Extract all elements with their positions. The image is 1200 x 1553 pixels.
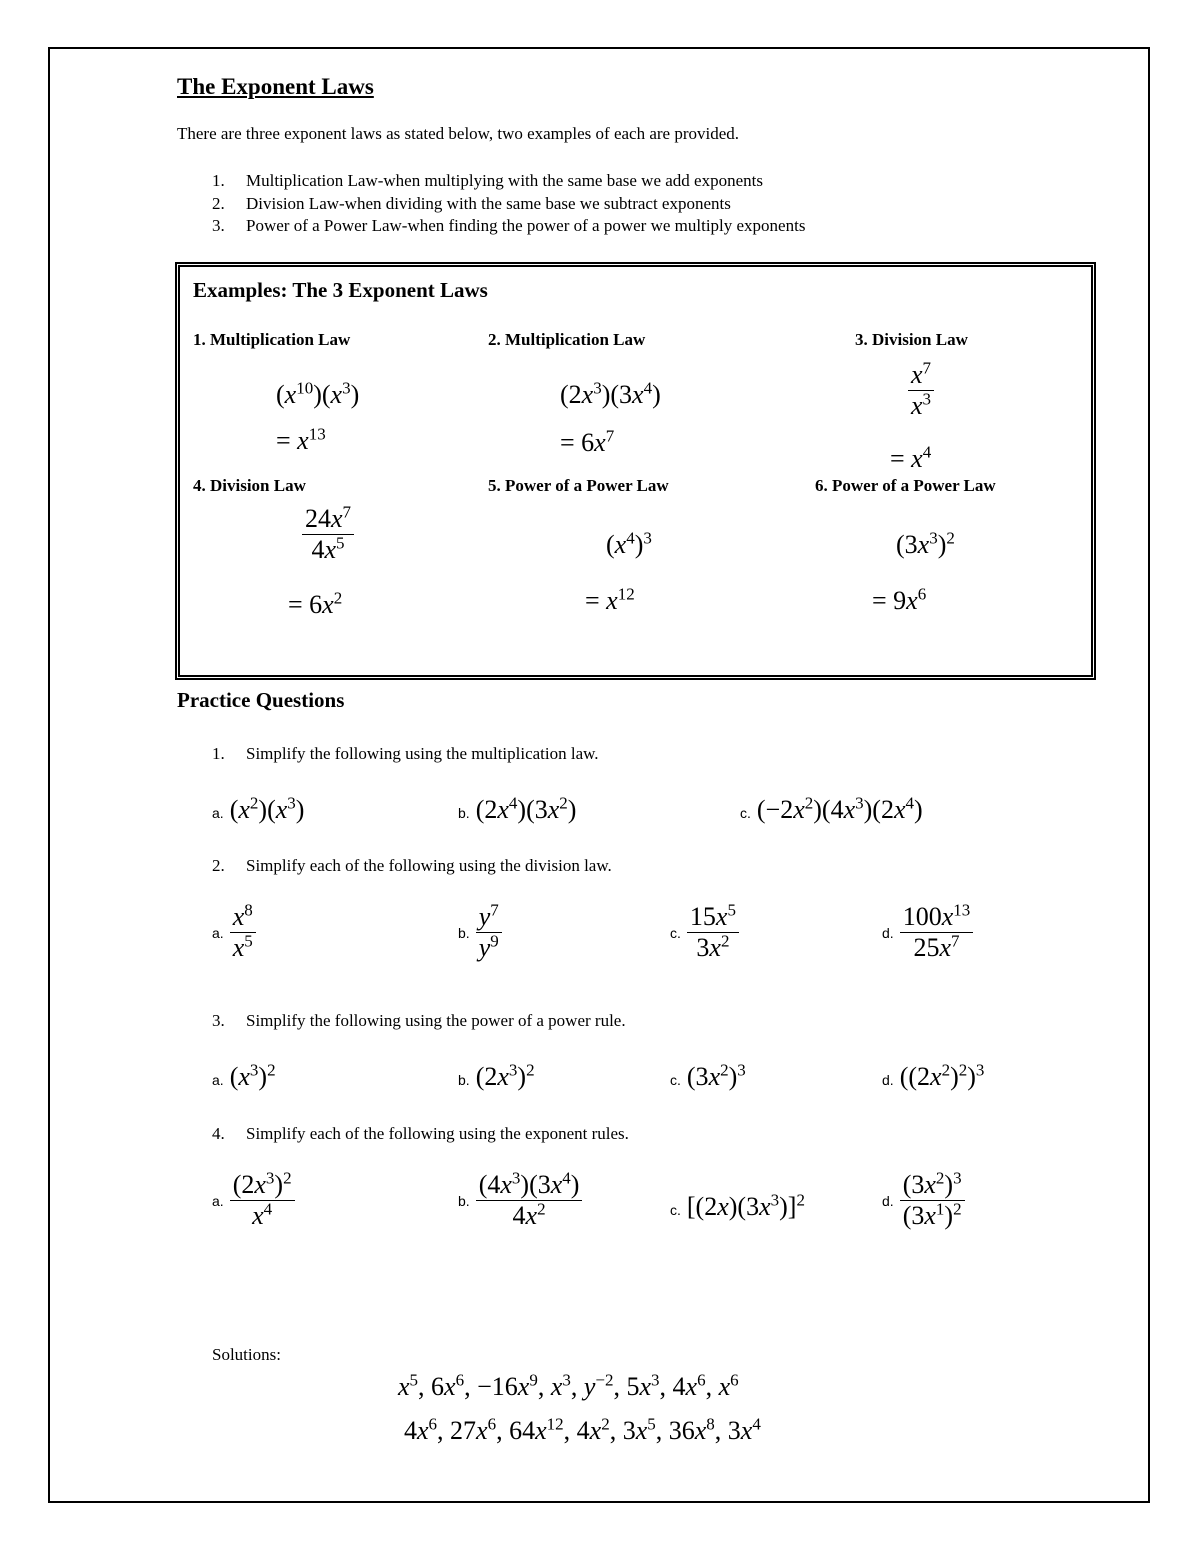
question-item: d. $\frac{100x^{13}}{25x^7}$ [882,902,973,963]
example-expression: $\frac{x^7}{x^3}$ [908,360,934,421]
question-item: c. $[(2x)(3x^3)]^2$ [670,1190,805,1221]
question-item: c. $(-2x^2)(4x^3)(2x^4)$ [740,793,923,824]
example-expression: $\frac{24x^7}{4x^5}$ [302,504,354,565]
question-item: d. $\frac{(3x^2)^3}{(3x^1)^2}$ [882,1170,965,1231]
example-heading: 1. Multiplication Law [193,330,351,349]
example-result: = $6x^7$ [560,426,615,457]
example-result: = $x^{13}$ [276,424,326,455]
law-item: 3. Power of a Power Law-when finding the power of a power we multiply exponents [212,216,806,235]
example-heading: 6. Power of a Power Law [815,476,996,495]
question-item: b. $\frac{(4x^3)(3x^4)}{4x^2}$ [458,1170,582,1231]
example-result: = $x^4$ [890,442,932,473]
intro-text: There are three exponent laws as stated below, two examples of each are provided. [177,124,740,143]
solutions-label: Solutions: [212,1345,281,1364]
solutions-line: $4x^6$, $27x^6$, $64x^{12}$, $4x^2$, $3x^5$, $36x^8$, $3x^4$ [404,1414,761,1445]
question-text: 2. Simplify each of the following using the division law. [212,856,612,875]
example-expression: $(3x^3)^2$ [896,528,955,559]
question-text: 3. Simplify the following using the power of a power rule. [212,1011,626,1030]
example-expression: $(x^4)^3$ [606,528,652,559]
law-item: 2. Division Law-when dividing with the same base we subtract exponents [212,193,731,213]
question-item: b. $(2x^4)(3x^2)$ [458,793,577,824]
example-result: = $9x^6$ [872,584,927,615]
laws-list [212,170,805,238]
example-heading: 5. Power of a Power Law [488,476,669,495]
example-result: = $x^{12}$ [585,584,635,615]
question-item: a. $(x^3)^2$ [212,1060,276,1091]
question-item: a. $\frac{(2x^3)^2}{x^4}$ [212,1170,295,1231]
question-text: 4. Simplify each of the following using the exponent rules. [212,1124,629,1143]
question-item: c. $(3x^2)^3$ [670,1060,746,1091]
example-result: = $6x^2$ [288,588,343,619]
question-item: b. $(2x^3)^2$ [458,1060,535,1091]
example-heading: 4. Division Law [193,476,306,495]
question-item: a. $(x^2)(x^3)$ [212,793,305,824]
question-item: a. $\frac{x^8}{x^5}$ [212,902,256,963]
question-item: d. $((2x^2)^2)^3$ [882,1060,985,1091]
example-expression: $(x^{10})(x^3)$ [276,378,360,409]
solutions-line: $x^5$, $6x^6$, $-16x^9$, $x^3$, $y^{-2}$, $5x^3$, $4x^6$, $x^6$ [398,1370,739,1401]
question-item: b. $\frac{y^7}{y^9}$ [458,902,502,963]
law-item: 1. Multiplication Law-when multiplying with the same base we add exponents [212,171,763,190]
page-title: The Exponent Laws [177,74,374,99]
question-item: c. $\frac{15x^5}{3x^2}$ [670,902,739,963]
examples-title: Examples: The 3 Exponent Laws [193,278,488,302]
example-heading: 3. Division Law [855,330,968,349]
example-heading: 2. Multiplication Law [488,330,646,349]
practice-heading: Practice Questions [177,688,345,712]
example-expression: $(2x^3)(3x^4)$ [560,378,661,409]
question-text: 1. Simplify the following using the multiplication law. [212,744,599,763]
